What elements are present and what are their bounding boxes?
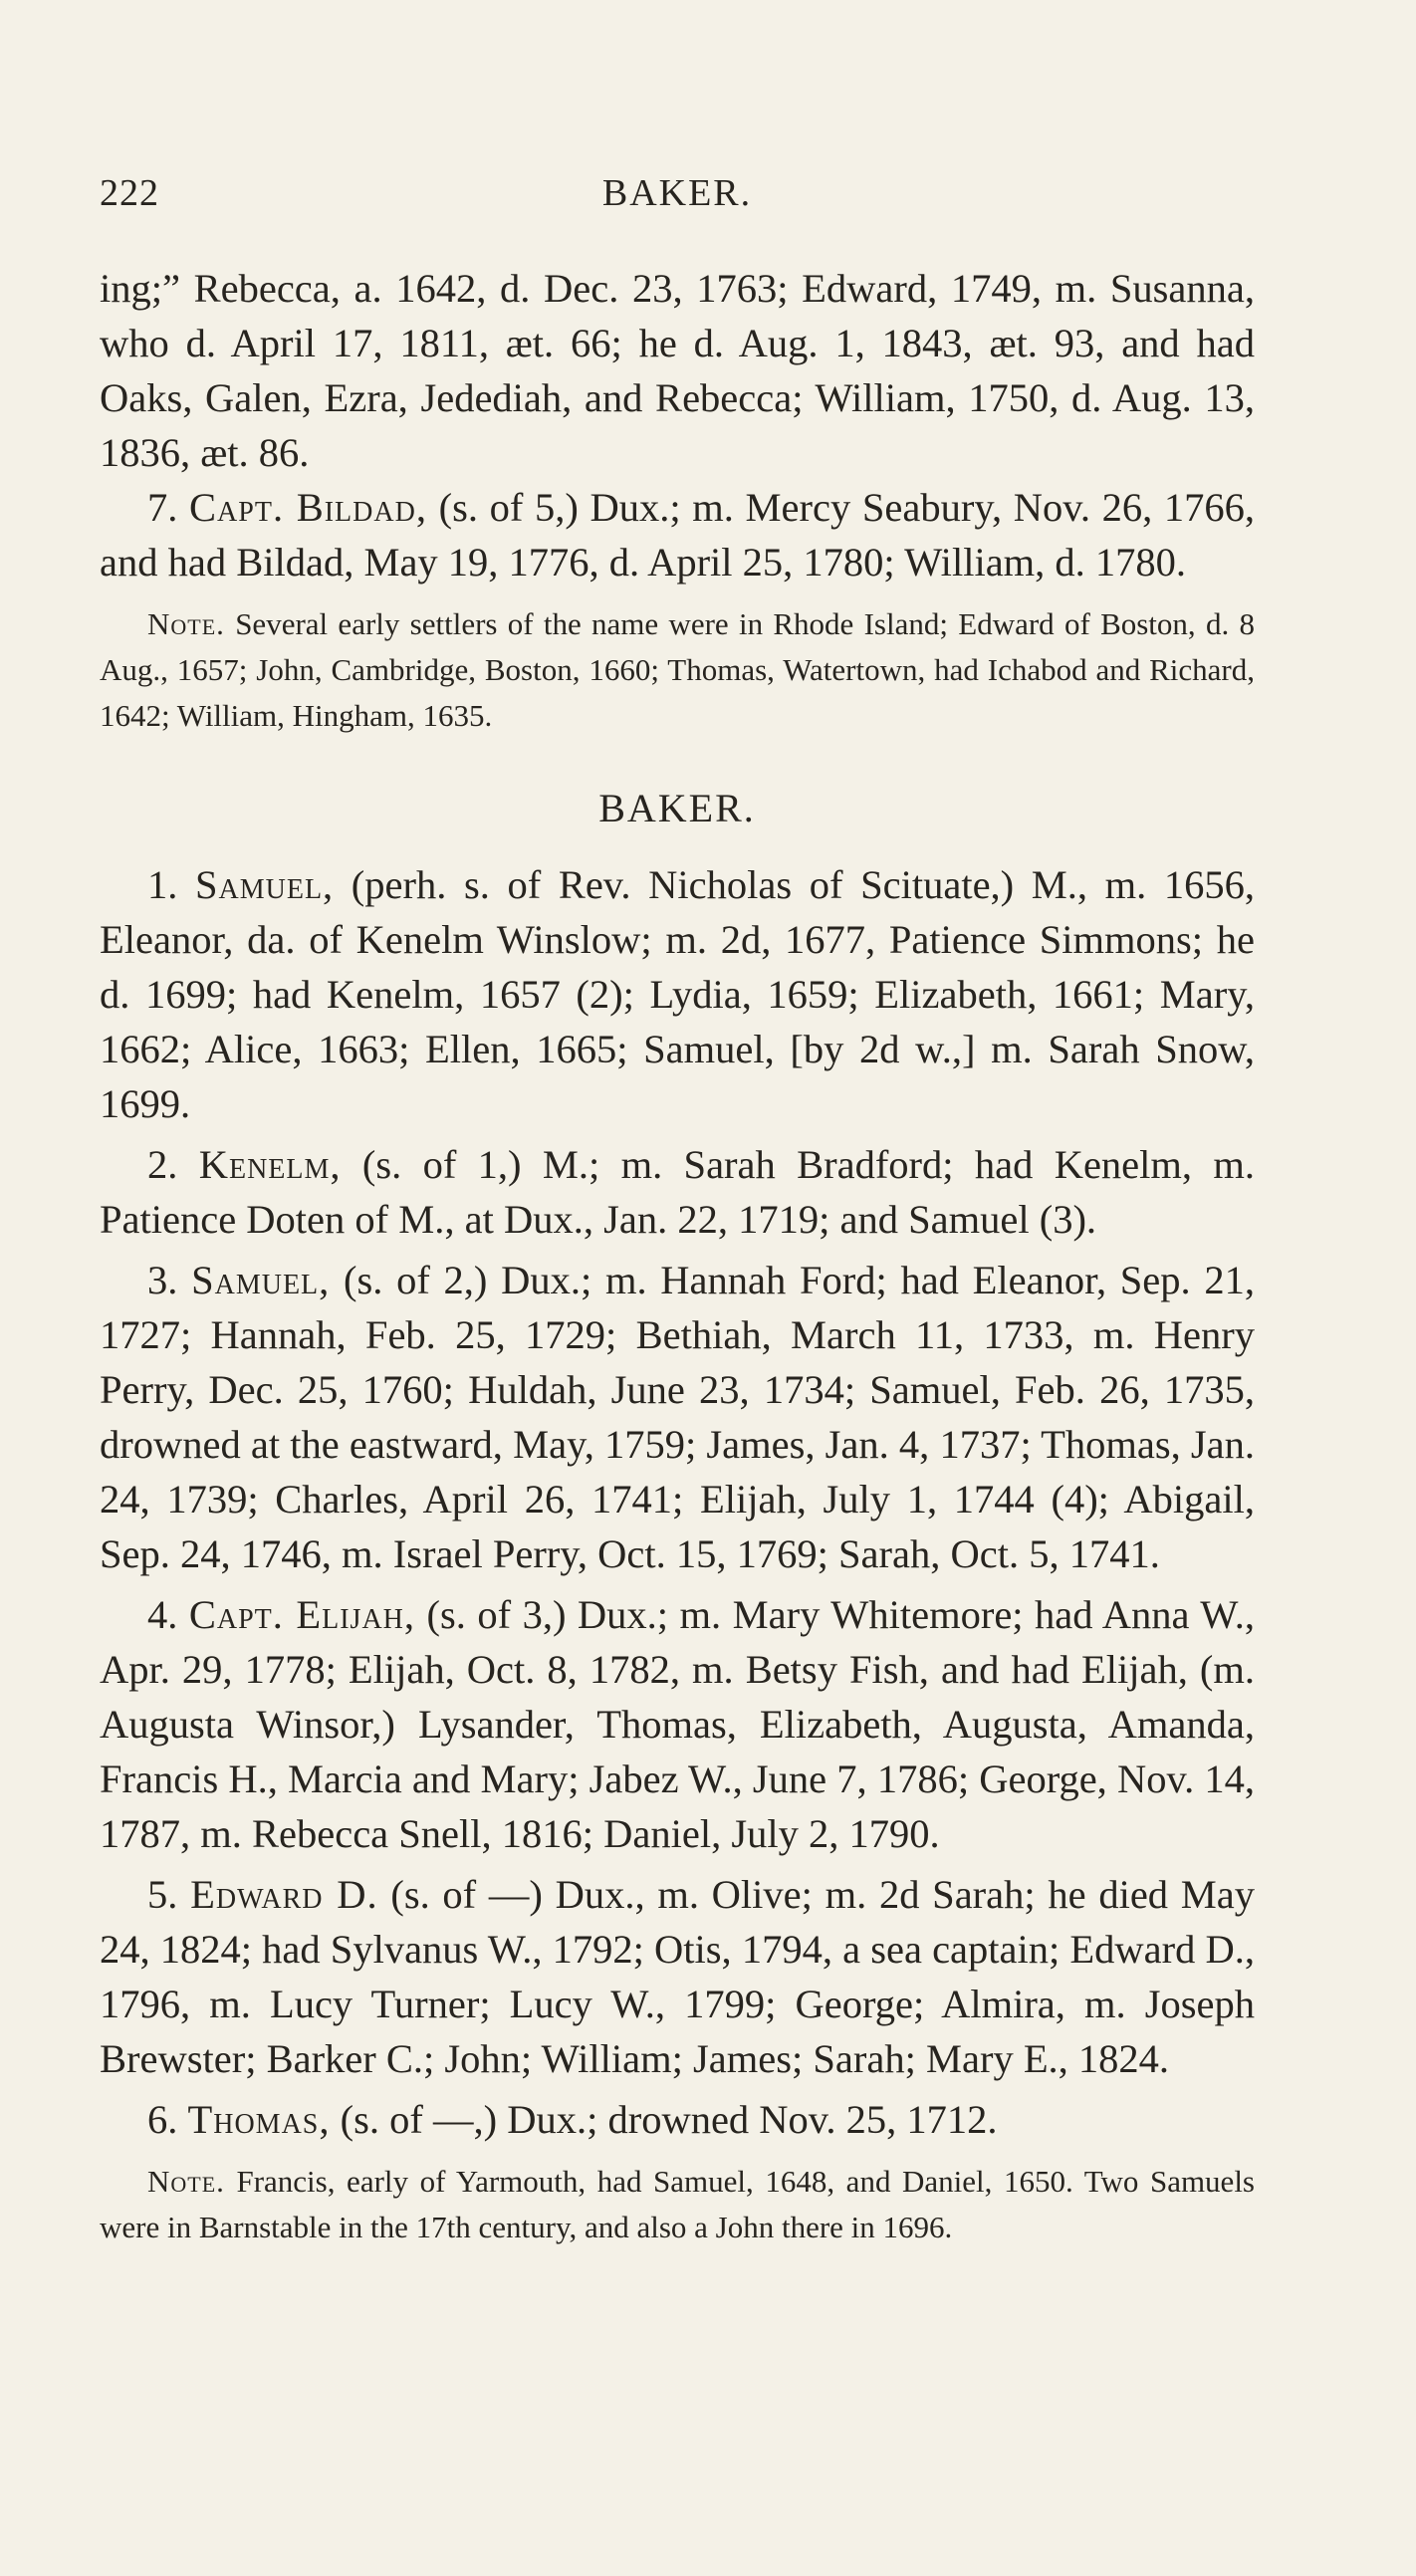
entry-name: Capt. Bildad, — [189, 485, 427, 530]
page-header — [100, 171, 1255, 221]
note-text: Several early settlers of the name were in Rhode Island; Edward of Boston, d. 8 Aug., 1657; John, Cambridge, Boston, 1660; Thomas, Watertown, had Ichabod and Richard, 1642; William, Hingham, 1635. — [100, 606, 1255, 733]
note-label: Note. — [147, 2164, 225, 2199]
entry-number: 5. — [147, 1872, 191, 1917]
note-text: Francis, early of Yarmouth, had Samuel, 1648, and Daniel, 1650. Two Samuels were in Barnstable in the 17th century, and also a John there in 1696. — [100, 2164, 1255, 2244]
entry-4 — [100, 1587, 1255, 1861]
entry-7 — [100, 480, 1255, 589]
entry-text: (s. of 1,) M.; m. Sarah Bradford; had Kenelm, m. Patience Doten of M., at Dux., Jan. 22, 1719; and Samuel (3). — [100, 1142, 1255, 1242]
entry-text: (s. of —,) Dux.; drowned Nov. 25, 1712. — [330, 2097, 998, 2142]
entry-name: Samuel, — [191, 1258, 331, 1302]
continued-entry — [100, 261, 1255, 480]
entry-text: (s. of 2,) Dux.; m. Hannah Ford; had Eleanor, Sep. 21, 1727; Hannah, Feb. 25, 1729; Bethiah, March 11, 1733, m. Henry Perry, Dec. 25, 1760; Huldah, June 23, 1734; Samuel, Feb. 26, 1735, drowned at the eastward, May, 1759; James, Jan. 4, 1737; Thomas, Jan. 24, 1739; Charles, April 26, 1741; Elijah, July 1, 1744 (4); Abigail, Sep. 24, 1746, m. Israel Perry, Oct. 15, 1769; Sarah, Oct. 5, 1741. — [100, 1258, 1255, 1576]
entry-text: (s. of 3,) Dux.; m. Mary Whitemore; had Anna W., Apr. 29, 1778; Elijah, Oct. 8, 1782, m. Betsy Fish, and had Elijah, (m. Augusta Winsor,) Lysander, Thomas, Elizabeth, Augusta, Amanda, Francis H., Marcia and Mary; Jabez W., June 7, 1786; George, Nov. 14, 1787, m. Rebecca Snell, 1816; Daniel, July 2, 1790. — [100, 1592, 1255, 1856]
entry-name: Samuel, — [194, 862, 335, 907]
entry-text: (perh. s. of Rev. Nicholas of Scituate,) M., m. 1656, Eleanor, da. of Kenelm Winslow; m. 2d, 1677, Patience Simmons; he d. 1699; had Kenelm, 1657 (2); Lydia, 1659; Elizabeth, 1661; Mary, 1662; Alice, 1663; Ellen, 1665; Samuel, [by 2d w.,] m. Sarah Snow, 1699. — [100, 862, 1255, 1126]
entry-2 — [100, 1137, 1255, 1247]
entry-text: (s. of 5,) Dux.; m. Mercy Seabury, Nov. 26, 1766, and had Bildad, May 19, 1776, d. April 25, 1780; William, d. 1780. — [100, 485, 1256, 585]
page-number: 222 — [100, 172, 159, 214]
entry-number: 2. — [147, 1142, 199, 1187]
entry-name: Capt. Elijah, — [188, 1592, 416, 1637]
entry-3 — [100, 1253, 1255, 1581]
entry-name: Kenelm, — [198, 1142, 342, 1187]
entry-name: Edward D. — [190, 1872, 378, 1917]
entry-5 — [100, 1867, 1255, 2086]
entry-1 — [100, 857, 1255, 1131]
section-title: BAKER. — [598, 786, 756, 830]
entry-number: 7. — [147, 485, 190, 530]
entry-6 — [100, 2092, 1255, 2147]
note-francis — [100, 2159, 1255, 2250]
note-early-settlers — [100, 601, 1255, 739]
entry-number: 3. — [147, 1258, 192, 1302]
entry-number: 6. — [147, 2097, 188, 2142]
entry-number: 1. — [147, 862, 195, 907]
running-head: BAKER. — [601, 172, 753, 214]
entry-number: 4. — [147, 1592, 189, 1637]
entry-text: (s. of —) Dux., m. Olive; m. 2d Sarah; he died May 24, 1824; had Sylvanus W., 1792; Otis, 1794, a sea captain; Edward D., 1796, m. Lucy Turner; Lucy W., 1799; George; Almira, m. Joseph Brewster; Barker C.; John; William; James; Sarah; Mary E., 1824. — [100, 1872, 1256, 2081]
page-body — [100, 261, 1255, 2250]
entry-text: ing;” Rebecca, a. 1642, d. Dec. 23, 1763; Edward, 1749, m. Susanna, who d. April 17, 1811, æt. 66; he d. Aug. 1, 1843, æt. 93, and had Oaks, Galen, Ezra, Jedediah, and Rebecca; William, 1750, d. Aug. 13, 1836, æt. 86. — [100, 266, 1255, 475]
entry-name: Thomas, — [187, 2097, 331, 2142]
note-label: Note. — [147, 606, 225, 641]
